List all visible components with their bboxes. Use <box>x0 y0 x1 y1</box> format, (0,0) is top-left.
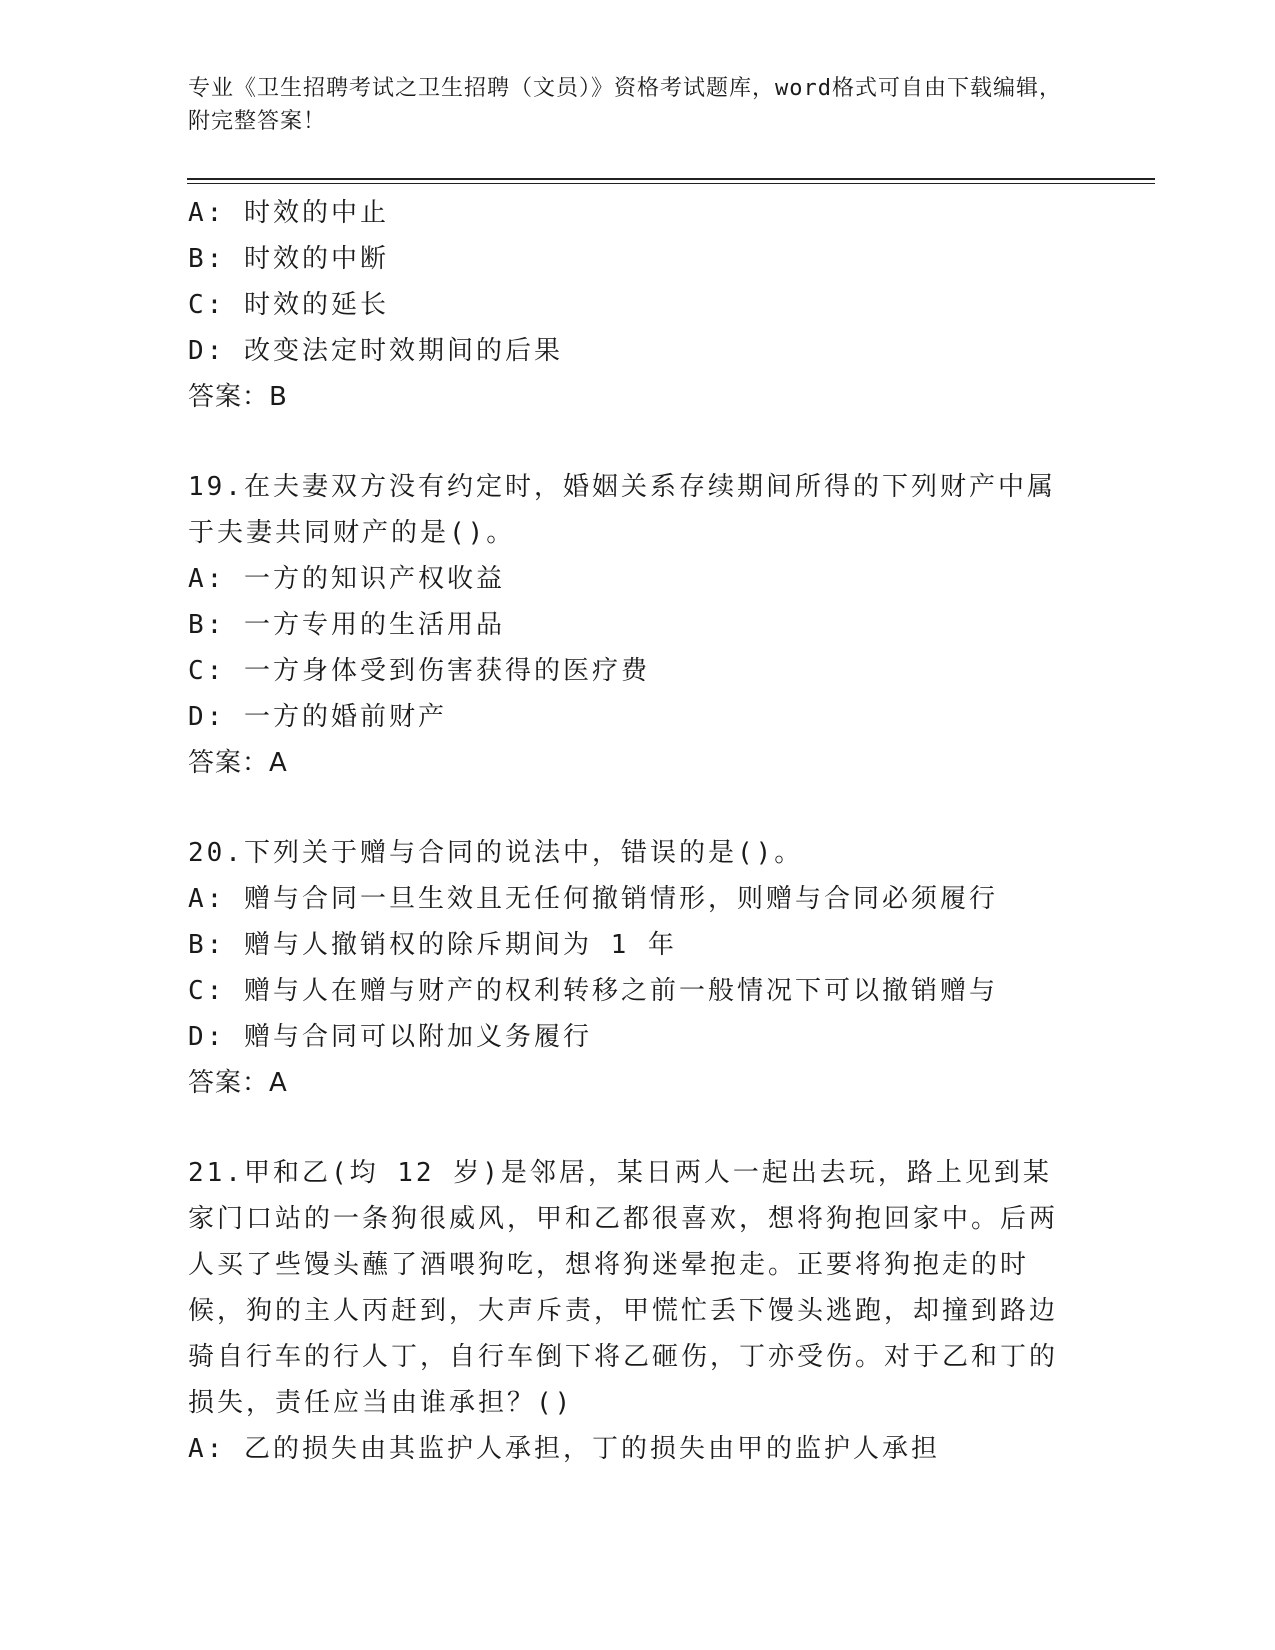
header-divider <box>187 178 1155 180</box>
question-21 <box>188 1150 1088 1472</box>
option-b: B: 一方专用的生活用品 <box>188 610 505 640</box>
option-d: D: 一方的婚前财产 <box>188 702 447 732</box>
option-d: D: 改变法定时效期间的后果 <box>188 336 563 366</box>
option-c: C: 赠与人在赠与财产的权利转移之前一般情况下可以撤销赠与 <box>188 976 998 1006</box>
answer-label: 答案：B <box>188 382 288 412</box>
option-b: B: 赠与人撤销权的除斥期间为 1 年 <box>188 930 677 960</box>
question-content <box>188 190 1088 1472</box>
document-header: 专业《卫生招聘考试之卫生招聘（文员）》资格考试题库，word格式可自由下载编辑，附完整答案！ <box>188 76 1062 134</box>
option-a: A: 一方的知识产权收益 <box>188 564 505 594</box>
question-19 <box>188 464 1088 786</box>
question-text: 20.下列关于赠与合同的说法中，错误的是()。 <box>188 838 804 868</box>
option-a: A: 乙的损失由其监护人承担，丁的损失由甲的监护人承担 <box>188 1434 940 1464</box>
question-20 <box>188 830 1088 1106</box>
option-a: A: 时效的中止 <box>188 198 389 228</box>
answer-label: 答案：A <box>188 748 288 778</box>
answer-label: 答案：A <box>188 1068 288 1098</box>
question-text: 19.在夫妻双方没有约定时，婚姻关系存续期间所得的下列财产中属于夫妻共同财产的是()。 <box>188 472 1056 548</box>
option-a: A: 赠与合同一旦生效且无任何撤销情形，则赠与合同必须履行 <box>188 884 998 914</box>
option-d: D: 赠与合同可以附加义务履行 <box>188 1022 592 1052</box>
option-b: B: 时效的中断 <box>188 244 389 274</box>
option-c: C: 一方身体受到伤害获得的医疗费 <box>188 656 650 686</box>
option-c: C: 时效的延长 <box>188 290 389 320</box>
header-divider-thin <box>187 183 1155 184</box>
question-18-continuation <box>188 190 1088 420</box>
question-text: 21.甲和乙(均 12 岁)是邻居，某日两人一起出去玩，路上见到某家门口站的一条狗很威风，甲和乙都很喜欢，想将狗抱回家中。后两人买了些馒头蘸了酒喂狗吃，想将狗迷晕抱走。正要将狗抱走的时候，狗的主人丙赶到，大声斥责，甲慌忙丢下馒头逃跑，却撞到路边骑自行车的行人丁，自行车倒下将乙砸伤，丁亦受伤。对于乙和丁的损失，责任应当由谁承担？() <box>188 1158 1059 1418</box>
